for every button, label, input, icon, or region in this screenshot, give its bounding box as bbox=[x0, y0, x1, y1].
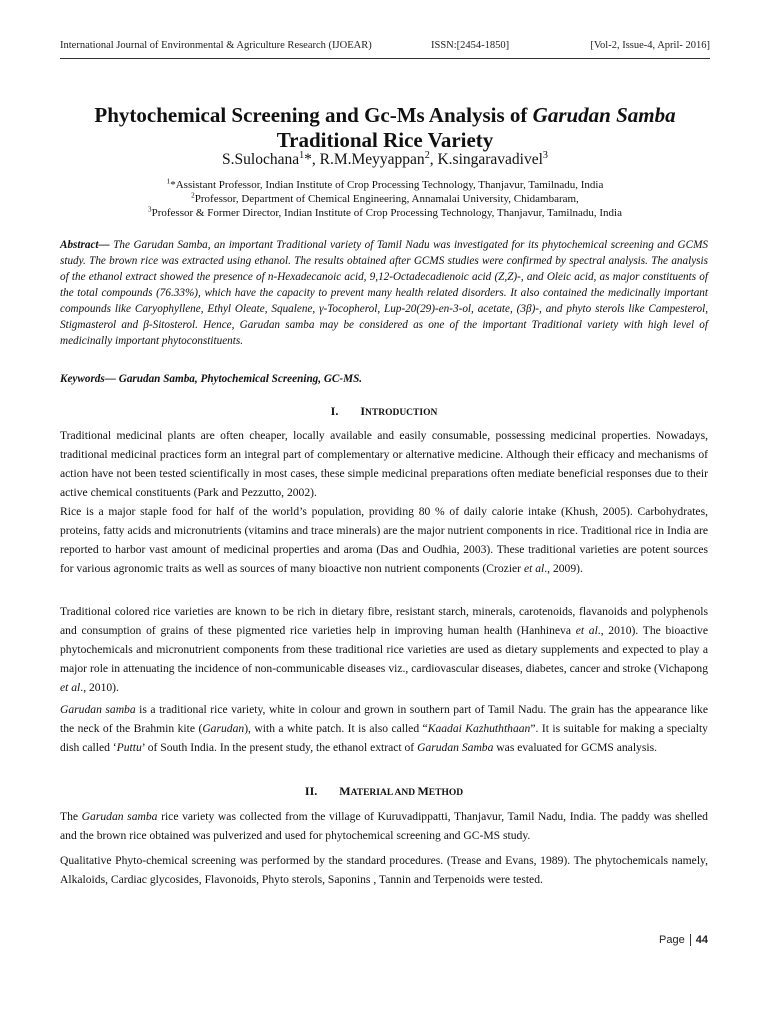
footer-separator bbox=[690, 934, 691, 946]
section-heading-introduction bbox=[60, 404, 708, 419]
paragraph bbox=[60, 700, 708, 757]
title-prefix: Phytochemical Screening and Gc-Ms Analysis of bbox=[94, 103, 533, 127]
section-number: I. bbox=[330, 404, 339, 418]
journal-name: International Journal of Environmental & Agriculture Research (IJOEAR) bbox=[60, 40, 372, 51]
paragraph-italic: Garudan bbox=[202, 722, 245, 735]
author-list bbox=[40, 151, 730, 169]
paragraph-text: was evaluated for GCMS analysis. bbox=[493, 741, 657, 754]
paragraph-text: ., 2010). bbox=[80, 681, 119, 694]
section-heading-method bbox=[60, 784, 708, 799]
author-sep: *, bbox=[304, 151, 320, 168]
volume-issue: [Vol-2, Issue-4, April- 2016] bbox=[590, 40, 710, 51]
issn: ISSN:[2454-1850] bbox=[431, 40, 510, 51]
affiliation bbox=[40, 192, 730, 206]
affiliation bbox=[40, 206, 730, 220]
author-sup: 2 bbox=[424, 149, 430, 161]
paragraph-text: ’ of South India. In the present study, the ethanol extract of bbox=[141, 741, 418, 754]
paragraph-text: ), with a white patch. It is also called “ bbox=[244, 722, 428, 735]
page-number: 44 bbox=[695, 934, 708, 946]
author-name: R.M.Meyyappan bbox=[319, 151, 425, 168]
paragraph-text: ”. It is suitable for making a specialty dish called ‘ bbox=[60, 722, 708, 754]
paper-title bbox=[40, 103, 730, 153]
author-sup: 3 bbox=[542, 149, 548, 161]
affiliation-text: Professor & Former Director, Indian Institute of Crop Processing Technology, Thanjavur, Tamilnadu, India bbox=[151, 207, 622, 219]
affiliation-text: *Assistant Professor, Indian Institute of Crop Processing Technology, Thanjavur, Tamilnadu, India bbox=[170, 179, 604, 191]
paragraph-text: The bbox=[60, 810, 82, 823]
page-footer bbox=[659, 934, 708, 946]
section-number: II. bbox=[304, 784, 318, 798]
affiliation-sup: 1 bbox=[166, 177, 171, 186]
paragraph-italic: et al bbox=[575, 624, 598, 637]
affiliation bbox=[40, 178, 730, 192]
page-label: Page bbox=[659, 934, 685, 946]
abstract-text: The Garudan Samba, an important Traditional variety of Tamil Nadu was investigated for its phytochemical screening and GCMS study. The brown rice was extracted using ethanol. The results obtained after GCMS studies were confirmed by spectral analysis. The analysis of the ethanol extract showed the presence of n-Hexadecanoic acid, 9,12-Octadecadienoic acid (Z,Z)-, and Oleic acid, as major constituents of the total compounds (76.33%), which have the capacity to prevent many health related disorders. It also contained the medicinally important compounds like Caryophyllene, Ethyl Oleate, Squalene, γ-Tocopherol, Lup-20(29)-en-3-ol, acetate, (3β)-, and phyto sterols like Campesterol, Stigmasterol and β-Sitosterol. Hence, Garudan samba may be considered as one of the important Traditional variety with high level of medicinally important phytoconstituents. bbox=[60, 239, 708, 347]
title-italic: Garudan Samba bbox=[532, 103, 676, 127]
abstract bbox=[60, 237, 708, 349]
paragraph-text: ., 2009). bbox=[544, 562, 583, 575]
affiliation-text: Professor, Department of Chemical Engineering, Annamalai University, Chidambaram, bbox=[194, 193, 579, 205]
paragraph-italic: Puttu bbox=[116, 741, 142, 754]
abstract-label: Abstract— bbox=[60, 239, 110, 251]
paragraph-text: Traditional colored rice varieties are known to be rich in dietary fibre, resistant starch, minerals, carotenoids, flavanoids and polyphenols and consumption of grains of these pigmented rice varieties help in improving human health (Hanhineva bbox=[60, 605, 708, 637]
paragraph: Traditional medicinal plants are often cheaper, locally available and easily consumable, possessing medicinal properties. Nowadays, traditional medicinal practices form an integral part of complementary or alternative medicine. Although their efficacy and mechanisms of action have not been tested scientifically in most cases, these simple medicinal preparations often mediate beneficial responses due to their active chemical constituents (Park and Pezzutto, 2002). bbox=[60, 429, 708, 499]
heading-initial: I bbox=[360, 404, 366, 418]
keywords: Keywords— Garudan Samba, Phytochemical Screening, GC-MS. bbox=[60, 373, 363, 385]
paragraph bbox=[60, 807, 708, 845]
heading-rest: ETHOD bbox=[428, 788, 464, 798]
paragraph-italic: et al bbox=[60, 681, 81, 694]
heading-initial: M bbox=[417, 784, 429, 798]
paragraph-italic: Garudan Samba bbox=[417, 741, 494, 754]
paragraph-text: Rice is a major staple food for half of the world’s population, providing 80 % of daily calorie intake (Khush, 2005). Carbohydrates, proteins, fatty acids and micronutrients (vitamins and trace minerals) are the major nutrient components in rice. Traditional rice in India are reported to harbor vast amount of medicinal properties and aroma (Das and Oudhia, 2003). These traditional varieties are potent sources for various agronomic traits as well as sources of many bioactive non nutrient components (Crozier bbox=[60, 505, 708, 575]
paragraph: Qualitative Phyto-chemical screening was performed by the standard procedures. (Trease and Evans, 1989). The phytochemicals namely, Alkaloids, Cardiac glycosides, Flavonoids, Phyto sterols, Saponins , Tannin and Terpenoids were tested. bbox=[60, 854, 708, 886]
author-name: S.Sulochana bbox=[222, 151, 300, 168]
paragraph bbox=[60, 502, 708, 578]
paragraph-text: is a traditional rice variety, white in colour and grown in southern part of Tamil Nadu. The grain has the appearance like the neck of the Brahmin kite ( bbox=[60, 703, 708, 735]
heading-rest: ATERIAL AND bbox=[350, 788, 418, 798]
affiliation-sup: 3 bbox=[148, 205, 152, 214]
author-sep: , bbox=[429, 151, 438, 168]
running-header bbox=[60, 40, 710, 56]
title-line2: Traditional Rice Variety bbox=[276, 128, 494, 152]
paragraph-text: rice variety was collected from the village of Kuruvadippatti, Thanjavur, Tamil Nadu, India. The paddy was shelled and the brown rice obtained was pulverized and used for phytochemical screening and GC-MS study. bbox=[60, 810, 708, 842]
paragraph-italic: Kaadai Kazhuththaan bbox=[427, 722, 531, 735]
author-sup: 1 bbox=[299, 149, 305, 161]
paragraph bbox=[60, 602, 708, 697]
paragraph-italic: Garudan samba bbox=[81, 810, 158, 823]
author-name: K.singaravadivel bbox=[437, 151, 543, 168]
header-rule bbox=[60, 58, 710, 59]
heading-initial: M bbox=[339, 784, 351, 798]
paragraph-italic: et al bbox=[523, 562, 545, 575]
paragraph-italic: Garudan samba bbox=[60, 703, 136, 716]
paragraph-text: ., 2010). The bioactive phytochemicals and micronutrient components from these traditional rice varieties are used as dietary supplements and expected to play a major role in attenuating the incidence of non-communicable diseases viz., cardiovascular diseases, diabetes, cancer and stroke (Vichapong bbox=[60, 624, 708, 675]
heading-rest: NTRODUCTION bbox=[365, 408, 438, 418]
affiliation-sup: 2 bbox=[191, 191, 195, 200]
